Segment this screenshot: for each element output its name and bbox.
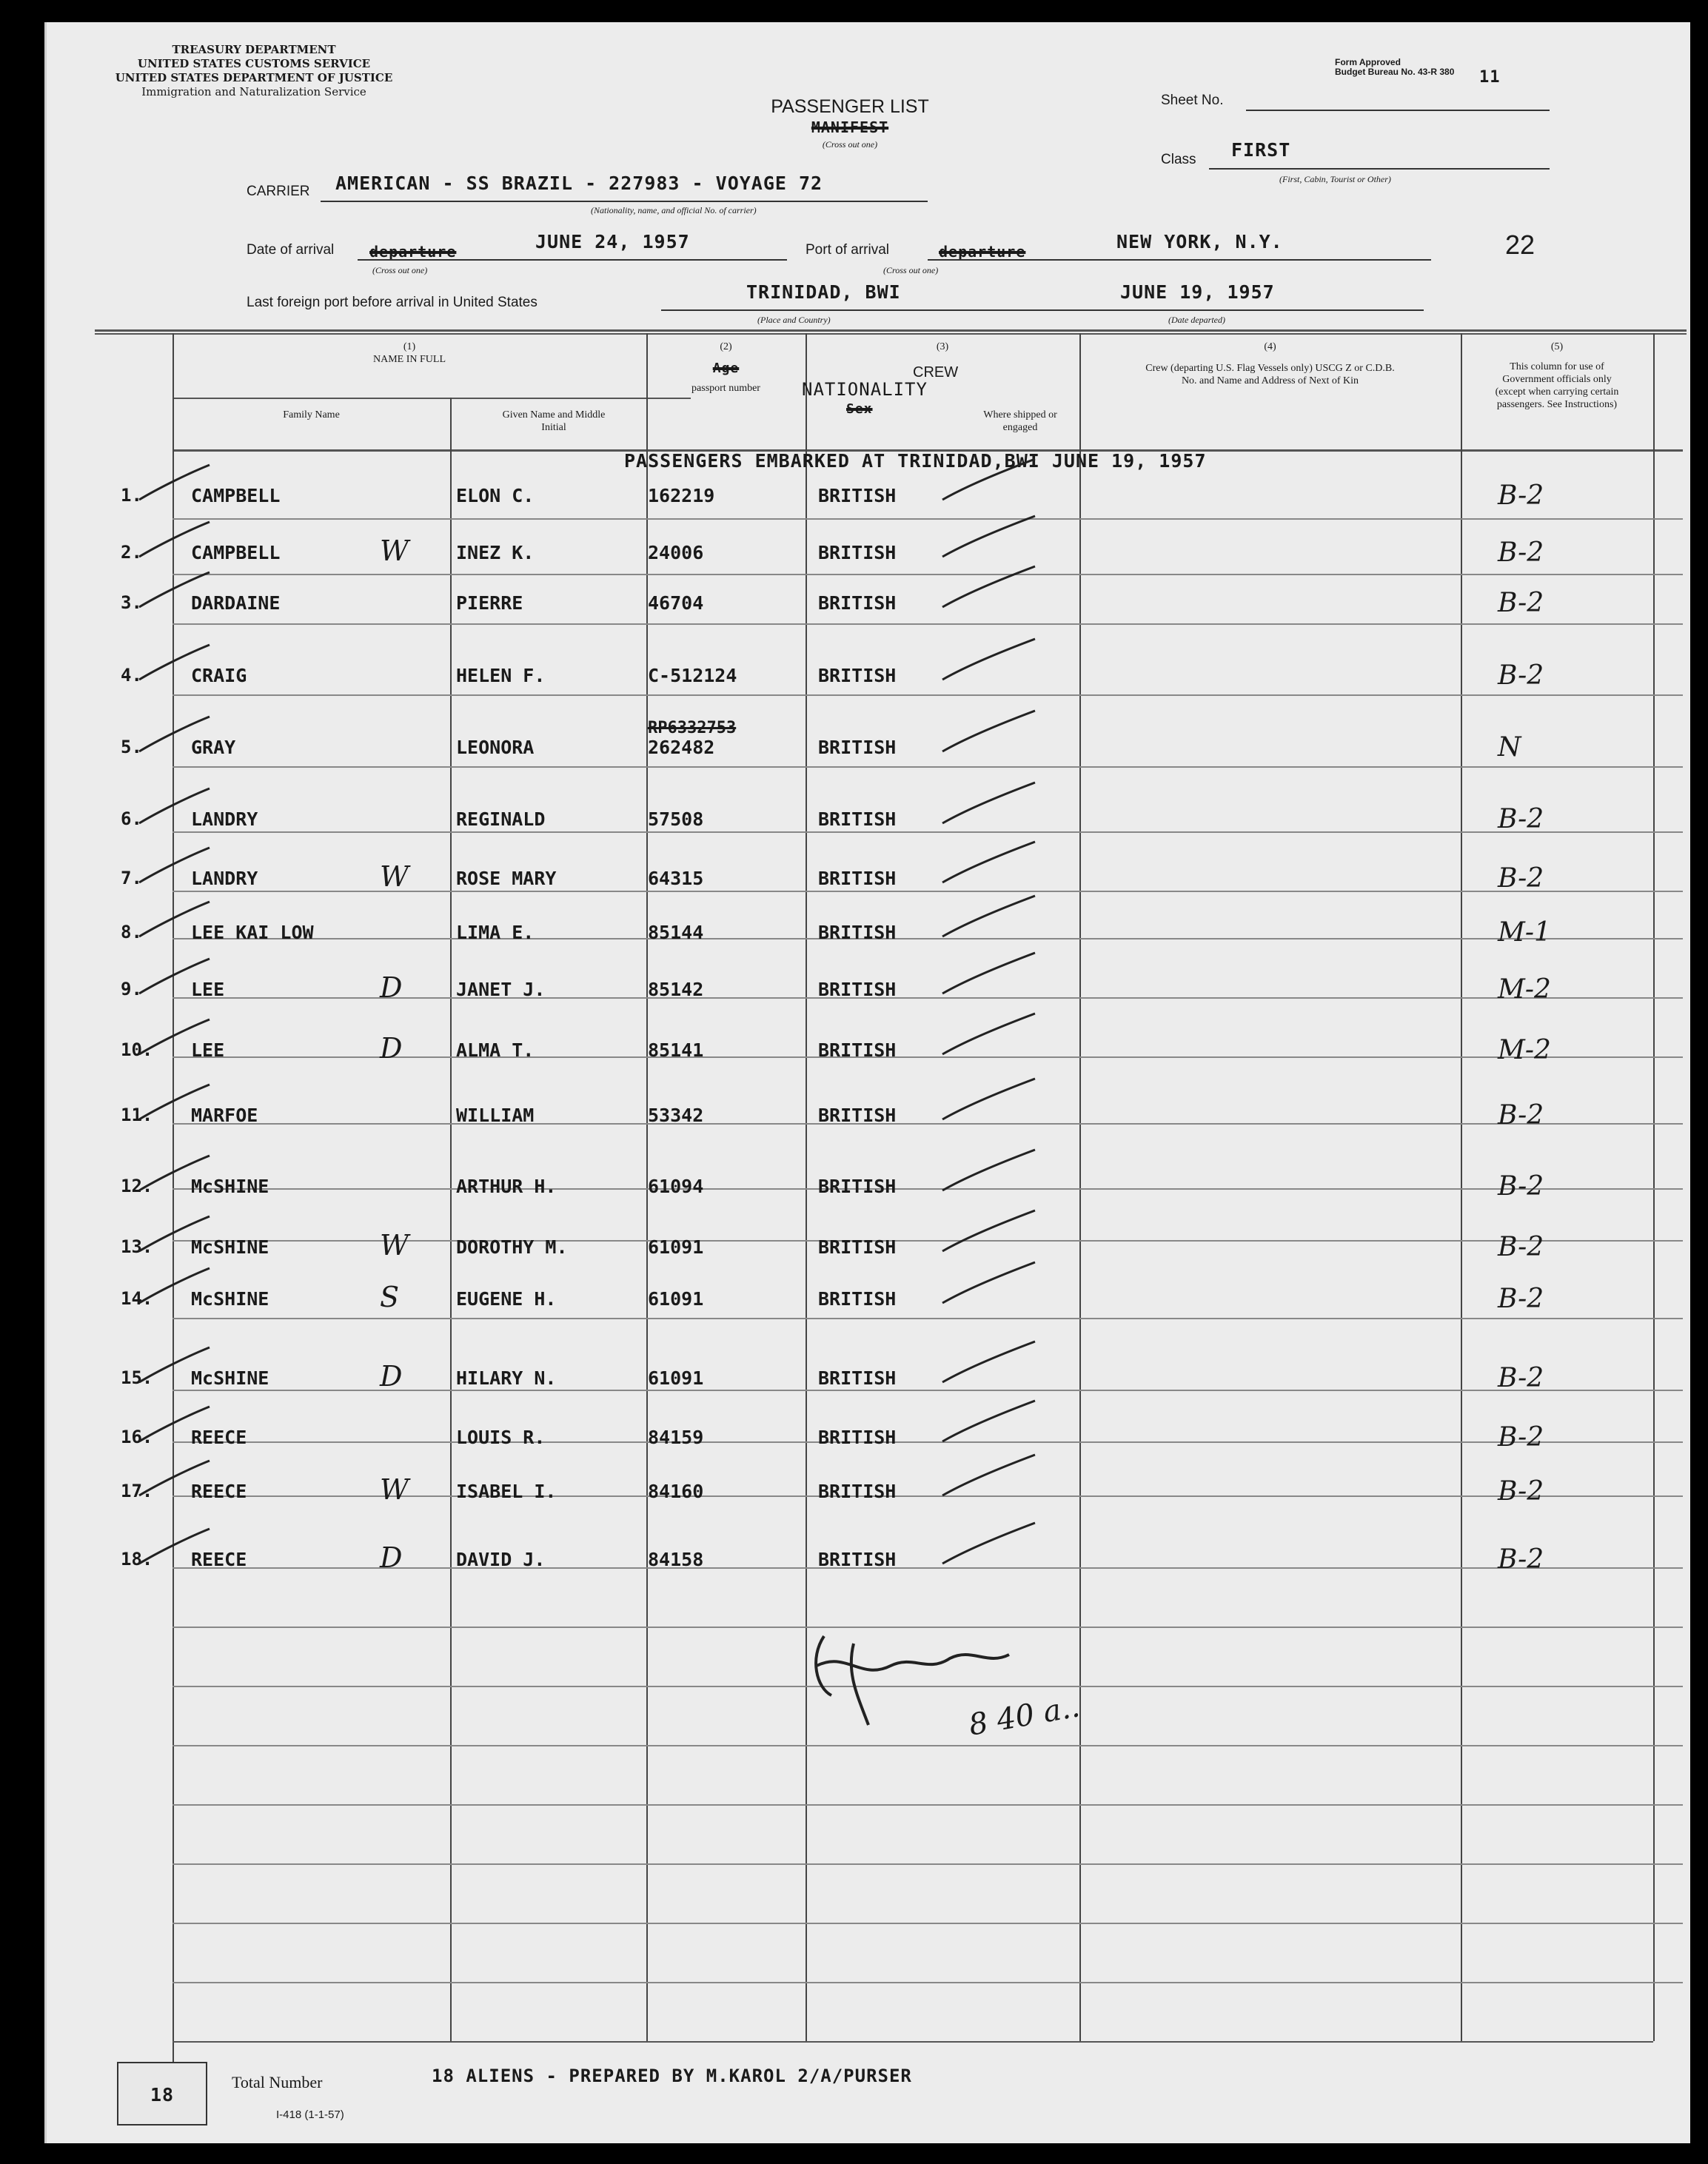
last-port-value: TRINIDAD, BWI bbox=[746, 281, 901, 303]
tick-icon bbox=[128, 896, 217, 948]
given-name: ARTHUR H. bbox=[456, 1176, 557, 1197]
tick-icon bbox=[128, 639, 217, 691]
arrival-struck bbox=[369, 243, 456, 261]
struck-word: Age bbox=[712, 361, 740, 376]
tick-icon bbox=[128, 1262, 217, 1314]
nationality: BRITISH bbox=[818, 737, 897, 758]
class-label: Class bbox=[1161, 152, 1196, 167]
passport-number: C-512124 bbox=[648, 665, 737, 686]
check-mark-icon bbox=[939, 949, 1042, 1001]
carrier-value: AMERICAN - SS BRAZIL - 227983 - VOYAGE 72 bbox=[335, 172, 823, 194]
tick-icon bbox=[128, 953, 217, 1005]
passport-number: 24006 bbox=[648, 542, 704, 563]
given-name-header: Given Name and Middle Initial bbox=[502, 409, 606, 433]
status-code: B-2 bbox=[1498, 1232, 1544, 1262]
date-departed: JUNE 19, 1957 bbox=[1120, 281, 1275, 303]
row-number: 4. bbox=[121, 665, 142, 686]
nationality: BRITISH bbox=[818, 1481, 897, 1502]
family-name: LEE KAI LOW bbox=[191, 922, 314, 943]
status-code: B-2 bbox=[1498, 863, 1544, 894]
given-name: REGINALD bbox=[456, 808, 546, 830]
nationality: BRITISH bbox=[818, 1039, 897, 1061]
row-number: 7. bbox=[121, 868, 142, 888]
tick-icon bbox=[128, 711, 217, 763]
status-code: B-2 bbox=[1498, 480, 1544, 511]
status-code: M-1 bbox=[1498, 917, 1551, 948]
form-approval bbox=[1335, 58, 1454, 77]
family-name: REECE bbox=[191, 1549, 247, 1570]
row-number: 16. bbox=[121, 1427, 153, 1447]
handwritten-mark: W bbox=[380, 1473, 409, 1506]
agency-line: Immigration and Naturalization Service bbox=[141, 85, 366, 98]
check-mark-icon bbox=[939, 838, 1042, 890]
handwritten-mark: D bbox=[380, 971, 403, 1004]
status-code: N bbox=[1498, 732, 1521, 763]
row-number: 11. bbox=[121, 1105, 153, 1125]
row-number: 17. bbox=[121, 1481, 153, 1501]
row-number: 10. bbox=[121, 1039, 153, 1060]
check-mark-icon bbox=[939, 563, 1042, 614]
passport-number: 262482 bbox=[648, 737, 715, 758]
passport-number: 84158 bbox=[648, 1549, 704, 1570]
passport-number: 85141 bbox=[648, 1039, 704, 1061]
family-name: McSHINE bbox=[191, 1367, 269, 1389]
handwritten-mark: W bbox=[380, 535, 409, 567]
port-cross-note: (Cross out one) bbox=[883, 265, 939, 275]
prepared-by: 18 ALIENS - PREPARED BY M.KAROL 2/A/PURSER bbox=[432, 2066, 912, 2086]
passport-number: 61091 bbox=[648, 1236, 704, 1258]
check-mark-icon bbox=[939, 1207, 1042, 1259]
given-name: LOUIS R. bbox=[456, 1427, 546, 1448]
tick-icon bbox=[128, 566, 217, 618]
struck-word: MANIFEST bbox=[811, 118, 889, 136]
passport-struck: RP6332753 bbox=[648, 719, 737, 737]
arrival-label: Date of arrival bbox=[247, 242, 335, 258]
passport-number: 61094 bbox=[648, 1176, 704, 1197]
row-number: 6. bbox=[121, 808, 142, 829]
tick-icon bbox=[128, 1014, 217, 1065]
given-name: ISABEL I. bbox=[456, 1481, 557, 1502]
tick-icon bbox=[128, 1523, 217, 1575]
col5-num: (5) bbox=[1550, 341, 1564, 352]
status-code: B-2 bbox=[1498, 804, 1544, 834]
passport-number: 46704 bbox=[648, 592, 704, 614]
status-code: B-2 bbox=[1498, 660, 1544, 691]
family-name: MARFOE bbox=[191, 1105, 258, 1126]
col4-num: (4) bbox=[1264, 341, 1276, 352]
embarked-line: PASSENGERS EMBARKED AT TRINIDAD,BWI JUNE 19, 1957 bbox=[624, 450, 1207, 472]
carrier-note: (Nationality, name, and official No. of carrier) bbox=[591, 205, 757, 215]
date-departed-note: (Date departed) bbox=[1168, 315, 1225, 325]
col2-header bbox=[646, 341, 806, 395]
check-mark-icon bbox=[939, 1146, 1042, 1198]
row-number: 3. bbox=[121, 592, 142, 613]
carrier-label: CARRIER bbox=[247, 184, 310, 199]
row-number: 12. bbox=[121, 1176, 153, 1196]
col4-header bbox=[1079, 341, 1461, 387]
given-name: EUGENE H. bbox=[456, 1288, 557, 1310]
family-name: GRAY bbox=[191, 737, 236, 758]
struck-word: departure bbox=[369, 243, 457, 261]
total-value: 18 bbox=[150, 2084, 175, 2106]
passport-number: 84160 bbox=[648, 1481, 704, 1502]
manifest-struck bbox=[787, 118, 913, 136]
nationality: BRITISH bbox=[818, 979, 897, 1000]
tick-icon bbox=[128, 783, 217, 834]
handwritten-mark: W bbox=[380, 860, 409, 893]
col1-title: NAME IN FULL bbox=[373, 354, 446, 365]
passport-number: 61091 bbox=[648, 1367, 704, 1389]
row-number: 18. bbox=[121, 1549, 153, 1570]
check-mark-icon bbox=[939, 1338, 1042, 1390]
status-code: B-2 bbox=[1498, 537, 1544, 568]
passport-number: 162219 bbox=[648, 485, 715, 506]
family-name: McSHINE bbox=[191, 1236, 269, 1258]
check-mark-icon bbox=[939, 1519, 1042, 1571]
row-number: 9. bbox=[121, 979, 142, 999]
nationality: BRITISH bbox=[818, 1427, 897, 1448]
nationality: BRITISH bbox=[818, 1367, 897, 1389]
cross-out-note: (Cross out one) bbox=[822, 139, 878, 150]
tick-icon bbox=[128, 1341, 217, 1393]
row-number: 2. bbox=[121, 542, 142, 563]
family-name: McSHINE bbox=[191, 1288, 269, 1310]
tick-icon bbox=[128, 1210, 217, 1262]
crew-label: CREW bbox=[913, 364, 959, 381]
row-number: 8. bbox=[121, 922, 142, 942]
status-code: B-2 bbox=[1498, 1422, 1544, 1453]
check-mark-icon bbox=[939, 1010, 1042, 1062]
family-name: LANDRY bbox=[191, 808, 258, 830]
last-port-note: (Place and Country) bbox=[757, 315, 831, 325]
given-name: ROSE MARY bbox=[456, 868, 557, 889]
given-name: HELEN F. bbox=[456, 665, 546, 686]
passenger-list-form bbox=[44, 22, 1690, 2143]
status-code: M-2 bbox=[1498, 1035, 1551, 1065]
col3-num: (3) bbox=[936, 341, 949, 352]
family-name: LEE bbox=[191, 1039, 225, 1061]
passport-number: 85142 bbox=[648, 979, 704, 1000]
page-title: PASSENGER LIST bbox=[771, 96, 929, 117]
passport-number: 57508 bbox=[648, 808, 704, 830]
tick-icon bbox=[128, 842, 217, 894]
time-annotation: 8 40 a.. bbox=[966, 1689, 1082, 1743]
last-port-label: Last foreign port before arrival in United States bbox=[247, 295, 537, 310]
tick-icon bbox=[128, 459, 217, 511]
row-number: 1. bbox=[121, 485, 142, 506]
family-name: REECE bbox=[191, 1427, 247, 1448]
given-name: PIERRE bbox=[456, 592, 523, 614]
family-name: LANDRY bbox=[191, 868, 258, 889]
nationality: BRITISH bbox=[818, 922, 897, 943]
given-name: INEZ K. bbox=[456, 542, 535, 563]
given-name: WILLIAM bbox=[456, 1105, 535, 1126]
family-name-header: Family Name bbox=[283, 409, 340, 421]
col1-num: (1) bbox=[403, 341, 416, 352]
given-name: DAVID J. bbox=[456, 1549, 546, 1570]
col2-sub: passport number bbox=[691, 383, 760, 394]
nationality: BRITISH bbox=[818, 1549, 897, 1570]
col4-text: Crew (departing U.S. Flag Vessels only) USCG Z or C.D.B. No. and Name and Address of Next of Kin bbox=[1145, 363, 1395, 386]
nationality: BRITISH bbox=[818, 1176, 897, 1197]
port-struck bbox=[939, 243, 1025, 261]
agency-line: UNITED STATES DEPARTMENT OF JUSTICE bbox=[115, 71, 393, 84]
family-name: CAMPBELL bbox=[191, 542, 281, 563]
status-code: B-2 bbox=[1498, 1363, 1544, 1393]
check-mark-icon bbox=[939, 1075, 1042, 1127]
signature-scribble bbox=[802, 1614, 1113, 1762]
nationality: BRITISH bbox=[818, 665, 897, 686]
status-code: B-2 bbox=[1498, 1100, 1544, 1130]
row-number: 14. bbox=[121, 1288, 153, 1309]
nationality: BRITISH bbox=[818, 1288, 897, 1310]
arrival-date: JUNE 24, 1957 bbox=[535, 231, 690, 252]
nationality: BRITISH bbox=[818, 592, 897, 614]
agency-line: UNITED STATES CUSTOMS SERVICE bbox=[137, 57, 371, 70]
port-label: Port of arrival bbox=[806, 242, 889, 258]
check-mark-icon bbox=[939, 635, 1042, 687]
given-name: LEONORA bbox=[456, 737, 535, 758]
arrival-cross-note: (Cross out one) bbox=[372, 265, 428, 275]
col1-header bbox=[173, 341, 646, 366]
check-mark-icon bbox=[939, 1259, 1042, 1310]
nationality: BRITISH bbox=[818, 485, 897, 506]
tick-icon bbox=[128, 1401, 217, 1453]
col3-struck bbox=[846, 401, 873, 417]
check-mark-icon bbox=[939, 455, 1042, 507]
given-name: HILARY N. bbox=[456, 1367, 557, 1389]
sheet-label: Sheet No. bbox=[1161, 93, 1224, 108]
struck-word: Sex bbox=[846, 401, 873, 417]
handwritten-mark: S bbox=[380, 1281, 400, 1313]
col3-header bbox=[806, 341, 1079, 353]
status-code: B-2 bbox=[1498, 1284, 1544, 1314]
check-mark-icon bbox=[939, 1451, 1042, 1503]
family-name: CRAIG bbox=[191, 665, 247, 686]
status-code: B-2 bbox=[1498, 588, 1544, 618]
col2-struck-wrap bbox=[646, 362, 806, 376]
form-number: I-418 (1-1-57) bbox=[276, 2108, 344, 2121]
struck-word: departure bbox=[939, 243, 1026, 261]
col5-header bbox=[1461, 341, 1653, 411]
given-name: JANET J. bbox=[456, 979, 546, 1000]
nationality: BRITISH bbox=[818, 808, 897, 830]
family-name: LEE bbox=[191, 979, 225, 1000]
given-name: ALMA T. bbox=[456, 1039, 535, 1061]
sheet-number: 11 bbox=[1479, 68, 1501, 87]
nationality: BRITISH bbox=[818, 542, 897, 563]
check-mark-icon bbox=[939, 707, 1042, 759]
passport-number: 53342 bbox=[648, 1105, 704, 1126]
tick-icon bbox=[128, 1150, 217, 1202]
given-name: ELON C. bbox=[456, 485, 535, 506]
family-name: REECE bbox=[191, 1481, 247, 1502]
page-number: 22 bbox=[1505, 230, 1535, 260]
total-label: Total Number bbox=[232, 2073, 323, 2091]
nationality: BRITISH bbox=[818, 1105, 897, 1126]
passport-number: 64315 bbox=[648, 868, 704, 889]
class-note: (First, Cabin, Tourist or Other) bbox=[1279, 174, 1391, 184]
nationality-label: NATIONALITY bbox=[802, 379, 928, 400]
agency-header bbox=[84, 43, 424, 99]
check-mark-icon bbox=[939, 1397, 1042, 1449]
given-name: LIMA E. bbox=[456, 922, 535, 943]
status-code: B-2 bbox=[1498, 1544, 1544, 1575]
class-value: FIRST bbox=[1231, 139, 1291, 161]
status-code: B-2 bbox=[1498, 1171, 1544, 1202]
where-shipped-header: Where shipped or engaged bbox=[983, 409, 1057, 433]
status-code: M-2 bbox=[1498, 974, 1551, 1005]
check-mark-icon bbox=[939, 892, 1042, 944]
tick-icon bbox=[128, 1455, 217, 1507]
passport-number: 85144 bbox=[648, 922, 704, 943]
passport-number: 61091 bbox=[648, 1288, 704, 1310]
col5-text: This column for use of Government officials only (except when carrying certain passengers. See Instructions) bbox=[1495, 361, 1619, 410]
status-code: B-2 bbox=[1498, 1476, 1544, 1507]
given-name: DOROTHY M. bbox=[456, 1236, 568, 1258]
form-approved-text: Form Approved bbox=[1335, 57, 1401, 67]
handwritten-mark: D bbox=[380, 1541, 403, 1574]
agency-line: TREASURY DEPARTMENT bbox=[172, 43, 336, 56]
row-number: 15. bbox=[121, 1367, 153, 1388]
handwritten-mark: D bbox=[380, 1360, 403, 1393]
row-number: 5. bbox=[121, 737, 142, 757]
total-box bbox=[117, 2062, 207, 2126]
family-name: CAMPBELL bbox=[191, 485, 281, 506]
tick-icon bbox=[128, 516, 217, 568]
col2-num: (2) bbox=[720, 341, 732, 352]
family-name: DARDAINE bbox=[191, 592, 281, 614]
nationality: BRITISH bbox=[818, 1236, 897, 1258]
family-name: McSHINE bbox=[191, 1176, 269, 1197]
row-number: 13. bbox=[121, 1236, 153, 1257]
handwritten-mark: D bbox=[380, 1032, 403, 1065]
passport-number: 84159 bbox=[648, 1427, 704, 1448]
handwritten-mark: W bbox=[380, 1229, 409, 1262]
check-mark-icon bbox=[939, 512, 1042, 564]
nationality: BRITISH bbox=[818, 868, 897, 889]
port-value: NEW YORK, N.Y. bbox=[1116, 231, 1283, 252]
tick-icon bbox=[128, 1079, 217, 1130]
budget-bureau-text: Budget Bureau No. 43-R 380 bbox=[1335, 67, 1455, 77]
check-mark-icon bbox=[939, 779, 1042, 831]
